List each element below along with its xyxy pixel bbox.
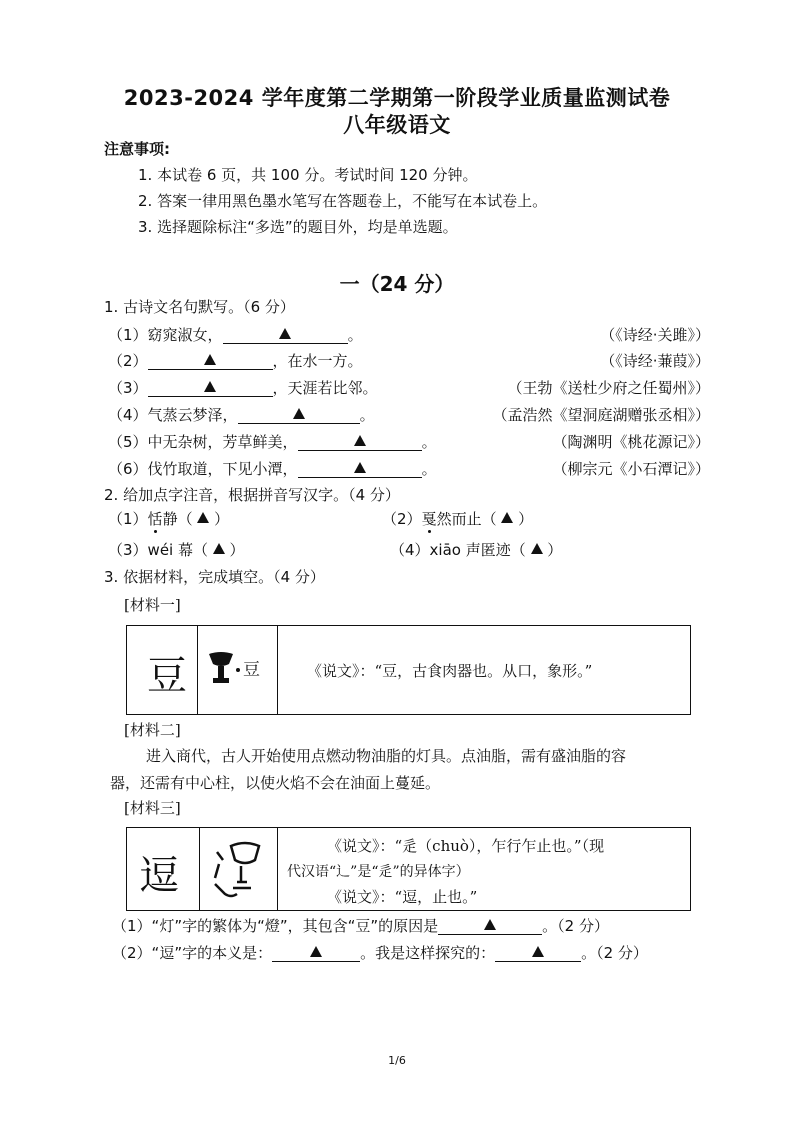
answer-blank[interactable]: [495, 945, 581, 962]
material-3-line-1: 《说文》：“辵（chuò），乍行乍止也。”（现: [327, 837, 605, 855]
q1-line-4: （4）气蒸云梦泽， 。: [108, 406, 375, 424]
notice-item: 1. 本试卷 6 页，共 100 分。考试时间 120 分钟。: [138, 166, 478, 184]
page-number: 1/6: [388, 1054, 406, 1067]
q1-source-6: （柳宗元《小石潭记》）: [552, 460, 710, 478]
triangle-icon: [293, 408, 305, 419]
q1-source-4: （孟浩然《望洞庭湖赠张丞相》）: [492, 406, 710, 424]
triangle-icon: [532, 946, 544, 957]
q1-source-2: （《诗经·蒹葭》）: [600, 352, 710, 370]
q1-source-3: （王勃《送杜少府之任蜀州》）: [507, 379, 710, 397]
answer-blank[interactable]: [223, 327, 348, 344]
triangle-icon: [279, 328, 291, 339]
triangle-icon: [484, 919, 496, 930]
answer-blank[interactable]: [238, 407, 360, 424]
q2-item-4: （4）xiāo 声匿迹（ ）: [390, 541, 563, 559]
ancient-char: 豆: [243, 660, 260, 680]
triangle-icon: [354, 435, 366, 446]
q1-line-3: （3） ，天涯若比邻。: [108, 379, 378, 397]
answer-blank[interactable]: [438, 918, 542, 935]
q1-line-1: （1）窈窕淑女， 。: [108, 326, 363, 344]
material-3-box: [126, 827, 691, 911]
q2-item-1: （1）恬静（ ）: [108, 510, 230, 528]
answer-blank[interactable]: [148, 353, 273, 370]
q3-stem: 3. 依据材料，完成填空。（4 分）: [104, 568, 325, 586]
q2-item-2: （2）戛然而止（ ）: [382, 510, 534, 528]
material-2-line-2: 器，还需有中心柱，以使火焰不会在油面上蔓延。: [110, 774, 441, 792]
material-3-line-3: 《说文》：“逗，止也。”: [327, 888, 478, 906]
q1-source-5: （陶渊明《桃花源记》）: [552, 433, 710, 451]
material-3-line-2: 代汉语“辶”是“辵”的异体字）: [287, 864, 470, 880]
section-title: 一（24 分）: [339, 272, 455, 296]
answer-blank[interactable]: [298, 461, 422, 478]
q1-line-6: （6）伐竹取道，下见小潭， 。: [108, 460, 437, 478]
q1-line-5: （5）中无杂树，芳草鲜美， 。: [108, 433, 437, 451]
q1-line-2: （2） ，在水一方。: [108, 352, 363, 370]
notice-heading: 注意事项:: [104, 140, 170, 158]
material-2-label: [材料二]: [124, 721, 181, 739]
triangle-icon: [197, 512, 209, 523]
answer-blank[interactable]: [148, 380, 273, 397]
exam-subtitle: 八年级语文: [343, 113, 451, 137]
material-2-line-1: 进入商代，古人开始使用点燃动物油脂的灯具。点油脂，需有盛油脂的容: [146, 747, 627, 765]
dotted-char: 戛: [421, 510, 437, 528]
q2-stem: 2. 给加点字注音，根据拼音写汉字。（4 分）: [104, 486, 400, 504]
triangle-icon: [531, 543, 543, 554]
triangle-icon: [213, 543, 225, 554]
triangle-icon: [204, 354, 216, 365]
material-3-char: 逗: [139, 853, 179, 899]
q3-sub-2: （2）“逗”字的本义是： 。我是这样探究的： 。（2 分）: [112, 944, 648, 962]
q3-sub-1: （1）“灯”字的繁体为“燈”，其包含“豆”的原因是 。（2 分）: [112, 917, 609, 935]
triangle-icon: [204, 381, 216, 392]
ancient-glyph-icon: [211, 838, 265, 904]
material-1-text: 《说文》：“豆，古食肉器也。从口，象形。”: [307, 662, 593, 680]
material-3-label: [材料三]: [124, 799, 181, 817]
exam-title: 2023-2024 学年度第二学期第一阶段学业质量监测试卷: [123, 86, 671, 110]
material-1-char: 豆: [147, 653, 187, 699]
notice-item: 2. 答案一律用黑色墨水笔写在答题卷上，不能写在本试卷上。: [138, 192, 548, 210]
q1-source-1: （《诗经·关雎》）: [600, 326, 710, 344]
notice-item: 3. 选择题除标注“多选”的题目外，均是单选题。: [138, 218, 458, 236]
dotted-char: 恬: [147, 510, 163, 528]
material-1-box: [126, 625, 691, 715]
q1-stem: 1. 古诗文名句默写。（6 分）: [104, 298, 295, 316]
triangle-icon: [310, 946, 322, 957]
material-1-label: [材料一]: [124, 596, 181, 614]
triangle-icon: [501, 512, 513, 523]
q2-item-3: （3）wéi 幕（ ）: [108, 541, 245, 559]
answer-blank[interactable]: [272, 945, 360, 962]
triangle-icon: [354, 462, 366, 473]
answer-blank[interactable]: [298, 434, 422, 451]
